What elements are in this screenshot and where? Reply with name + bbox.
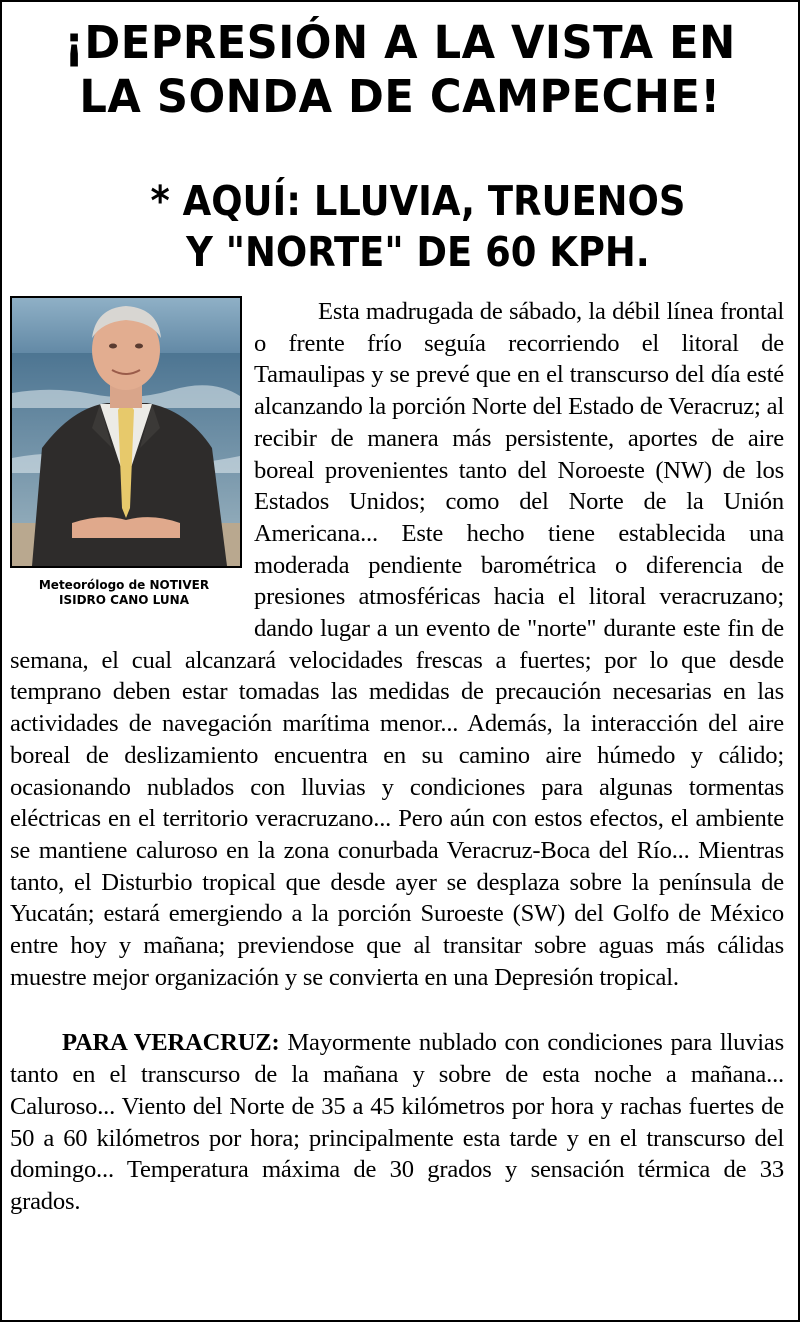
headline-line-1: ¡DEPRESIÓN A LA VISTA EN (64, 16, 736, 69)
article-paragraph-2 (10, 1027, 784, 1217)
article-paragraph-1: Esta madrugada de sábado, la débil línea frontal o frente frío seguía recorriendo el litoral de Tamaulipas y se prevé que en el transcurso del día esté alcanzando la porción Norte del Estado de Veracruz; al recibir de manera más persistente, aportes de aire boreal provenientes tanto del Noroeste (NW) de los Estados Unidos; como del Norte de la Unión Americana... Este hecho tiene establecida una moderada pendiente barométrica o diferencia de presiones atmosféricas hacia el litoral veracruzano; dando lugar a un evento de "norte" durante este fin de semana, el cual alcanzará velocidades frescas a fuertes; por lo que desde temprano deben estar tomadas las medidas de precaución necesarias en las actividades de navegación marítima menor... Además, la interacción del aire boreal de deslizamiento encuentra en su camino aire húmedo y cálido; ocasionando nublados con lluvias y condiciones para algunas tormentas eléctricas en el territorio veracruzano... Pero aún con estos efectos, el ambiente se mantiene caluroso en la zona conurbada Veracruz-Boca del Río... Mientras tanto, el Disturbio tropical que desde ayer se desplaza sobre la península de Yucatán; estará emergiendo a la porción Suroeste (SW) del Golfo de México entre hoy y mañana; previendose que al transitar sobre aguas más cálidas muestre mejor organización y se convierta en una Depresión tropical. (10, 298, 784, 991)
meteorologist-photo (10, 296, 242, 568)
photo-caption-line-1: Meteorólogo de NOTIVER (38, 578, 210, 592)
headline-line-2: LA SONDA DE CAMPECHE! (79, 70, 721, 123)
forecast-label: PARA VERACRUZ: (62, 1029, 280, 1057)
portrait-image (12, 298, 240, 566)
subheadline-line-1: * AQUÍ: LLUVIA, TRUENOS (150, 177, 686, 225)
forecast-text: Mayormente nublado con condiciones para lluvias tanto en el transcurso de la mañana y sobre de esta noche a mañana... Caluroso... Viento del Norte de 35 a 45 kilómetros por hora y rachas fuertes de 50 a 60 kilómetros por hora; principalmente esta tarde y en el transcurso del domingo... Temperatura máxima de 30 grados y sensación térmica de 33 grados. (10, 1029, 784, 1215)
photo-caption (2, 578, 246, 608)
article-body (2, 296, 798, 1218)
subheadline (42, 124, 758, 278)
photo-caption-line-2: ISIDRO CANO LUNA (59, 593, 189, 607)
subheadline-line-2: Y "NORTE" DE 60 KPH. (186, 228, 650, 276)
headline (18, 2, 782, 124)
photo-block (2, 296, 246, 626)
